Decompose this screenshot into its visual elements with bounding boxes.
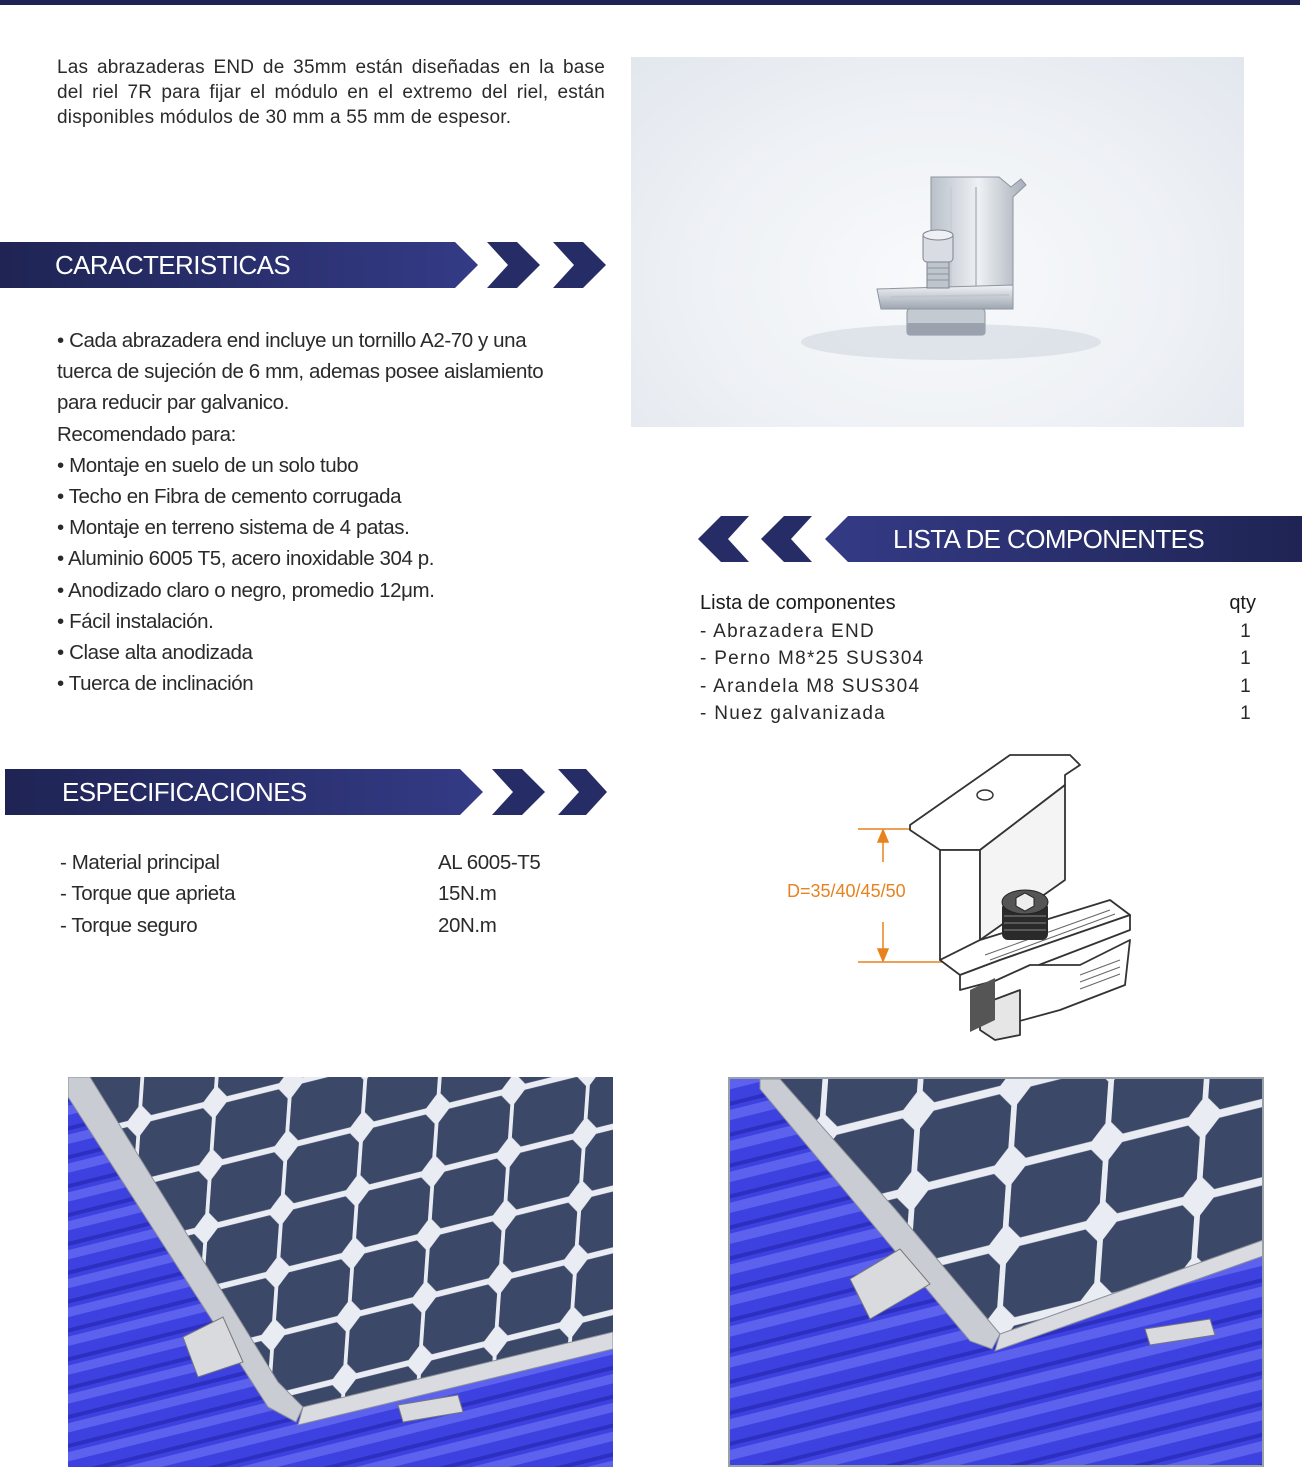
components-table-header [700, 590, 1270, 618]
component-qty: 1 [1240, 648, 1252, 669]
component-row [700, 673, 1270, 701]
component-row [700, 618, 1270, 646]
spec-value: 20N.m [438, 913, 497, 937]
component-row [700, 645, 1270, 673]
solar-panel-roof-illustration [68, 1077, 613, 1467]
features-line: • Aluminio 6005 T5, acero inoxidable 304 p. [57, 547, 435, 571]
installation-photo-right [728, 1077, 1264, 1467]
qty-header: qty [1229, 592, 1256, 614]
specs-banner [5, 769, 610, 815]
top-accent-bar [0, 0, 1300, 5]
features-list [57, 325, 617, 699]
dimension-diagram [780, 750, 1160, 1050]
components-heading: LISTA DE COMPONENTES [893, 524, 1205, 554]
components-list-title: Lista de componentes [700, 592, 896, 614]
solar-panel-roof-illustration [730, 1079, 1264, 1467]
features-line: Recomendado para: [57, 422, 236, 446]
component-name: - Abrazadera END [700, 620, 875, 642]
components-table [700, 590, 1270, 728]
specs-table [60, 847, 580, 941]
chevron-left-icon [761, 516, 812, 562]
installation-photo-left [68, 1077, 613, 1467]
spec-label: - Material principal [60, 851, 220, 874]
component-qty: 1 [1240, 620, 1252, 642]
spec-row [60, 878, 580, 909]
component-name: - Perno M8*25 SUS304 [700, 648, 925, 669]
features-line: • Techo en Fibra de cemento corrugada [57, 485, 402, 509]
chevron-right-icon [492, 769, 545, 815]
features-line: • Clase alta anodizada [57, 641, 253, 665]
component-name: - Arandela M8 SUS304 [700, 675, 921, 697]
features-line: • Tuerca de inclinación [57, 672, 254, 696]
specs-heading: ESPECIFICACIONES [62, 777, 307, 807]
features-line: tuerca de sujeción de 6 mm, ademas posee aislamiento [57, 360, 544, 384]
component-qty: 1 [1240, 703, 1252, 724]
component-name: - Nuez galvanizada [700, 703, 887, 724]
spec-label: - Torque que aprieta [60, 882, 236, 906]
chevron-right-icon [558, 769, 607, 815]
spec-value: AL 6005-T5 [438, 851, 541, 874]
spec-row [60, 910, 580, 941]
end-clamp-photo-illustration [631, 57, 1244, 427]
dimension-label: D=35/40/45/50 [787, 881, 906, 901]
intro-paragraph: Las abrazaderas END de 35mm están diseñadas en la base del riel 7R para fijar el módulo en el extremo del riel, están disponibles módulos de 30 mm a 55 mm de espesor. [57, 57, 605, 128]
spec-label: - Torque seguro [60, 913, 198, 937]
features-line: • Cada abrazadera end incluye un tornillo A2-70 y una [57, 329, 527, 352]
chevron-left-icon [698, 516, 749, 562]
chevron-right-icon [487, 242, 540, 288]
features-line: • Anodizado claro o negro, promedio 12μm. [57, 578, 435, 602]
component-qty: 1 [1240, 675, 1252, 697]
component-row [700, 700, 1270, 728]
chevron-right-icon [553, 242, 606, 288]
product-photo [631, 57, 1244, 427]
features-line: • Montaje en suelo de un solo tubo [57, 453, 359, 477]
features-banner [0, 242, 610, 288]
features-line: • Montaje en terreno sistema de 4 patas. [57, 516, 410, 540]
spec-value: 15N.m [438, 882, 497, 906]
features-line: para reducir par galvanico. [57, 391, 289, 415]
features-line: • Fácil instalación. [57, 609, 214, 633]
components-banner [697, 516, 1302, 562]
features-heading: CARACTERISTICAS [55, 250, 291, 280]
spec-row [60, 847, 580, 878]
